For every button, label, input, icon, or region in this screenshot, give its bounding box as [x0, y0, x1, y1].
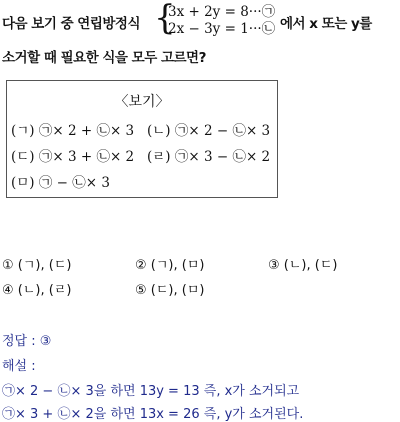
system-brace: {: [154, 0, 176, 38]
choice-5[interactable]: ⑤ (ㄷ), (ㅁ): [135, 283, 205, 298]
example-box: [6, 80, 278, 198]
example-item-a: (ㄱ) ㉠× 2 + ㉡× 3: [11, 123, 135, 139]
explanation-line-1: ㉠× 2 − ㉡× 3을 하면 13y = 13 즉, x가 소거되고: [2, 384, 300, 399]
explanation-line-2: ㉠× 3 + ㉡× 2을 하면 13x = 26 즉, y가 소거된다.: [2, 407, 304, 422]
answer-line: 정답 : ③: [2, 334, 52, 349]
example-box-title: 〈보기〉: [114, 94, 170, 110]
equation-2: 2x − 3y = 1···㉡: [168, 21, 276, 37]
question-prefix: 다음 보기 중 연립방정식: [2, 16, 141, 32]
question-tail: 에서 x 또는 y를: [280, 16, 372, 32]
choice-4[interactable]: ④ (ㄴ), (ㄹ): [2, 283, 72, 298]
choice-1[interactable]: ① (ㄱ), (ㄷ): [2, 258, 72, 273]
explanation-label: 해설 :: [2, 359, 36, 374]
example-item-e: (ㅁ) ㉠ − ㉡× 3: [11, 175, 110, 191]
example-item-c: (ㄷ) ㉠× 3 + ㉡× 2: [11, 149, 135, 165]
example-item-d: (ㄹ) ㉠× 3 − ㉡× 2: [147, 149, 271, 165]
example-item-b: (ㄴ) ㉠× 2 − ㉡× 3: [147, 123, 271, 139]
equation-system: [168, 4, 275, 38]
question-line2: 소거할 때 필요한 식을 모두 고르면?: [2, 50, 206, 66]
choice-2[interactable]: ② (ㄱ), (ㅁ): [135, 258, 205, 273]
equation-1: 3x + 2y = 8···㉠: [168, 4, 276, 20]
choice-3[interactable]: ③ (ㄴ), (ㄷ): [268, 258, 338, 273]
